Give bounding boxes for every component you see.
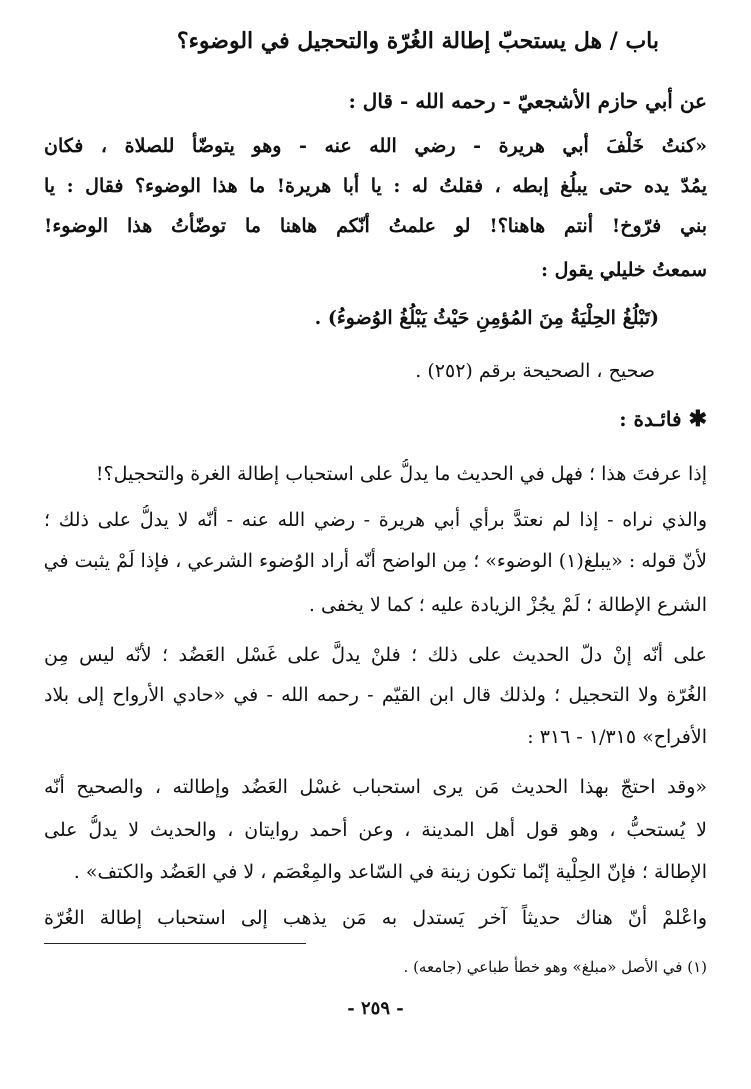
body-line: «وقد احتجّ بهذا الحديث مَن يرى استحباب غسْل العَضُد وإطالته ، والصحيح أنّه: [44, 776, 707, 798]
body-line: الإطالة ؛ فإنّ الحِلْية إنّما تكون زينة في السّاعد والمِعْصَم ، لا في العَضُد والكتف» .: [73, 861, 707, 883]
body-line: الغُرّة ولا التحجيل ؛ ولذلك قال ابن القيّم - رحمه الله - في «حادي الأرواح إلى بلاد: [44, 684, 707, 706]
grading-note: صحيح ، الصحيحة برقم (٢٥٢) .: [415, 360, 655, 382]
hadith-line: يمُدّ يده حتى يبلُغ إبطه ، فقلتُ له : يا أبا هريرة! ما هذا الوضوء؟ فقال : يا: [44, 175, 707, 197]
asterisk-icon: ✱: [688, 406, 707, 432]
hadith-line: سمعتُ خليلي يقول :: [541, 259, 707, 281]
body-line: لا يُستحبُّ ، وهو قول أهل المدينة ، وعن أحمد روايتان ، والحديث لا يدلُّ على: [44, 819, 707, 841]
hadith-line: بني فرّوخ! أنتم هاهنا؟! لو علمتُ أنّكم هاهنا ما توضّأتُ هذا الوضوء!: [44, 215, 707, 237]
body-line: على أنّه إنْ دلّ الحديث على ذلك ؛ فلنْ يدلَّ على غَسْل العَضُد ؛ لأنّه ليس مِن: [44, 644, 707, 666]
prophetic-text: (تَبْلُغُ الحِلْيَةُ مِنَ المُؤمِنِ حَيْثُ يَبْلُغُ الوُضوءُ) .: [314, 307, 659, 329]
footnote-divider: [44, 943, 306, 944]
page-number: - ٢٥٩ -: [347, 998, 404, 1019]
body-line: واعْلمْ أنّ هناك حديثاً آخر يَستدل به مَن يذهب إلى استحباب إطالة الغُرّة: [44, 907, 707, 929]
body-line: الأفراح» ١/٣١٥ - ٣١٦ :: [527, 726, 707, 748]
hadith-line: «كنتُ خَلْفَ أبي هريرة - رضي الله عنه - وهو يتوضّأ للصلاة ، فكان: [44, 135, 707, 157]
benefit-label: فائـدة :: [619, 407, 682, 431]
chapter-title: باب / هل يستحبّ إطالة الغُرّة والتحجيل في الوضوء؟: [176, 28, 659, 54]
body-line: والذي نراه - إذا لم نعتدَّ برأي أبي هريرة - رضي الله عنه - أنّه لا يدلُّ على ذلك ؛: [44, 509, 707, 531]
benefit-heading: [44, 404, 707, 434]
body-line: لأنّ قوله : «يبلغ(١) الوضوء» ؛ مِن الواضح أنّه أراد الوُضوء الشرعي ، فإذا لَمْ يثبت في: [44, 550, 707, 572]
body-line: الشرع الإطالة ؛ لَمْ يجُزْ الزيادة عليه ؛ كما لا يخفى .: [308, 594, 707, 616]
narration-intro: عن أبي حازم الأشجعيّ - رحمه الله - قال :: [348, 89, 707, 113]
footnote: (١) في الأصل «مبلغ» وهو خطأ طباعي (جامعه) .: [403, 958, 707, 976]
body-line: إذا عرفتَ هذا ؛ فهل في الحديث ما يدلُّ على استحباب إطالة الغرة والتحجيل؟!: [95, 463, 707, 485]
